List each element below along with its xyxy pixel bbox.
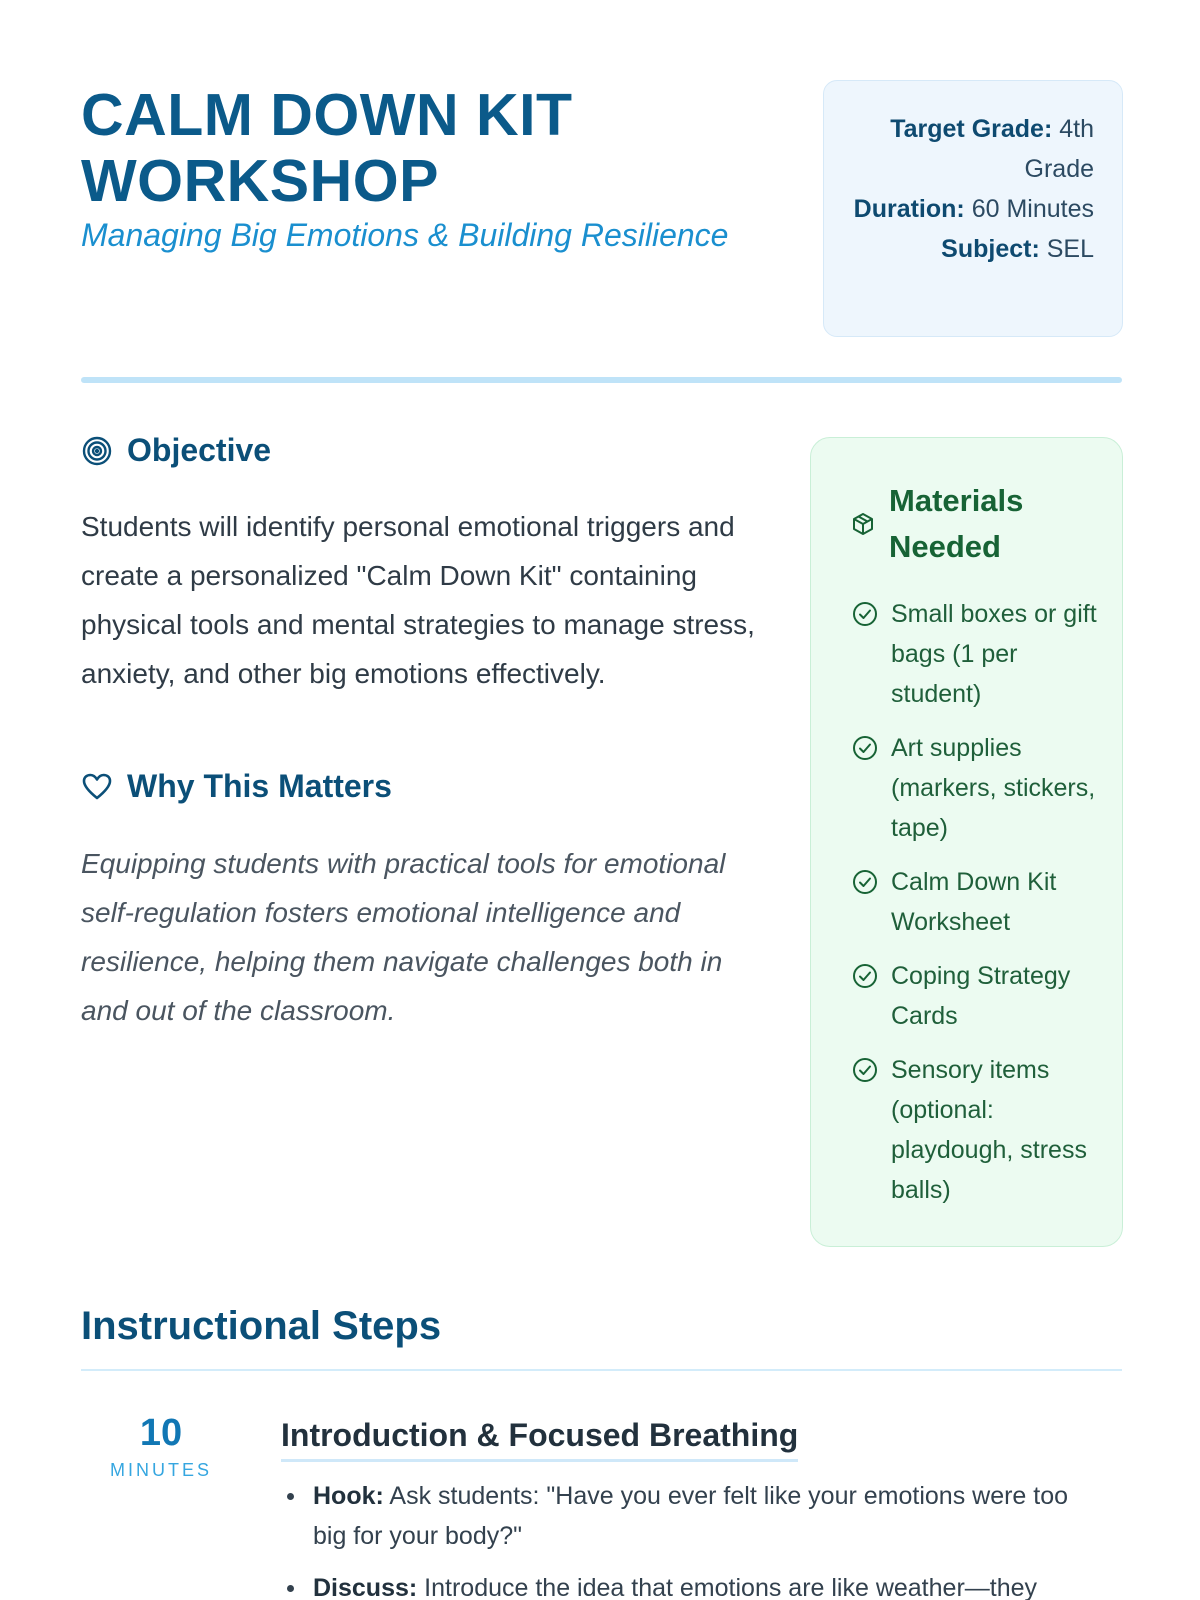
step-duration-number: 10 [139, 1412, 183, 1454]
step-title: Introduction & Focused Breathing [281, 1413, 798, 1462]
materials-item-label: Calm Down Kit Worksheet [891, 868, 1057, 936]
title-line-2: WORKSHOP [81, 148, 439, 214]
step-bullet-label: Hook: [313, 1482, 384, 1510]
objective-text: Students will identify personal emotional triggers and create a personalized "Calm Down Kit" containing physical tools and mental strategies to manage stress, anxiety, and other big emotions effectively. [81, 511, 755, 689]
step-bullet [281, 1568, 1101, 1600]
meta-grade-label: Target Grade: [890, 115, 1053, 143]
materials-item [851, 594, 1100, 714]
target-icon [81, 435, 113, 467]
check-circle-icon [851, 600, 879, 628]
objective-title: Objective [127, 432, 272, 468]
meta-duration-label: Duration: [853, 195, 965, 223]
materials-item [851, 728, 1100, 848]
step-bullet-label: Discuss: [313, 1574, 418, 1600]
step-bullet-text: Introduce the idea that emotions are like weather—they [417, 1574, 1038, 1600]
check-circle-icon [851, 734, 879, 762]
step-duration-unit: MINUTES [110, 1460, 212, 1480]
check-circle-icon [851, 868, 879, 896]
materials-item-label: Art supplies (markers, stickers, tape) [891, 734, 1096, 842]
steps-title: Instructional Steps [81, 1304, 442, 1348]
steps-divider [81, 1369, 1122, 1371]
materials-title: Materials Needed [889, 483, 1024, 564]
meta-duration [852, 189, 1094, 229]
lesson-meta-box [823, 80, 1123, 337]
meta-subject-label: Subject: [941, 235, 1040, 263]
materials-item [851, 1050, 1100, 1210]
materials-list [851, 594, 1100, 1210]
objective-heading [81, 432, 271, 469]
lesson-plan-page [81, 0, 1122, 1600]
page-subtitle: Managing Big Emotions & Building Resilience [81, 217, 729, 253]
heart-icon [81, 771, 113, 803]
materials-item-label: Sensory items (optional: playdough, stress balls) [891, 1056, 1087, 1204]
header-divider [81, 377, 1122, 383]
materials-heading [851, 478, 1100, 570]
step-bullet-text: Ask students: "Have you ever felt like your emotions were too big for your body?" [313, 1482, 1069, 1550]
page-title [81, 82, 781, 214]
materials-item [851, 862, 1100, 942]
why-heading [81, 768, 392, 805]
step-duration [81, 1410, 241, 1481]
materials-item [851, 956, 1100, 1036]
check-circle-icon [851, 962, 879, 990]
materials-item-label: Coping Strategy Cards [891, 962, 1071, 1030]
step-bullet [281, 1476, 1101, 1556]
step-bullet-list [281, 1476, 1101, 1600]
meta-subject-value: SEL [1046, 235, 1094, 263]
materials-card [810, 437, 1123, 1247]
why-text: Equipping students with practical tools for emotional self-regulation fosters emotional intelligence and resilience, helping them navigate challenges both in and out of the classroom. [81, 848, 726, 1026]
check-circle-icon [851, 1056, 879, 1084]
package-icon [851, 512, 875, 536]
meta-grade [852, 109, 1094, 189]
meta-duration-value: 60 Minutes [971, 195, 1094, 223]
title-line-1: CALM DOWN KIT [81, 82, 573, 148]
why-title: Why This Matters [127, 768, 392, 804]
meta-subject [852, 229, 1094, 269]
meta-grade-value: 4th Grade [1024, 115, 1094, 183]
materials-item-label: Small boxes or gift bags (1 per student) [891, 600, 1097, 708]
